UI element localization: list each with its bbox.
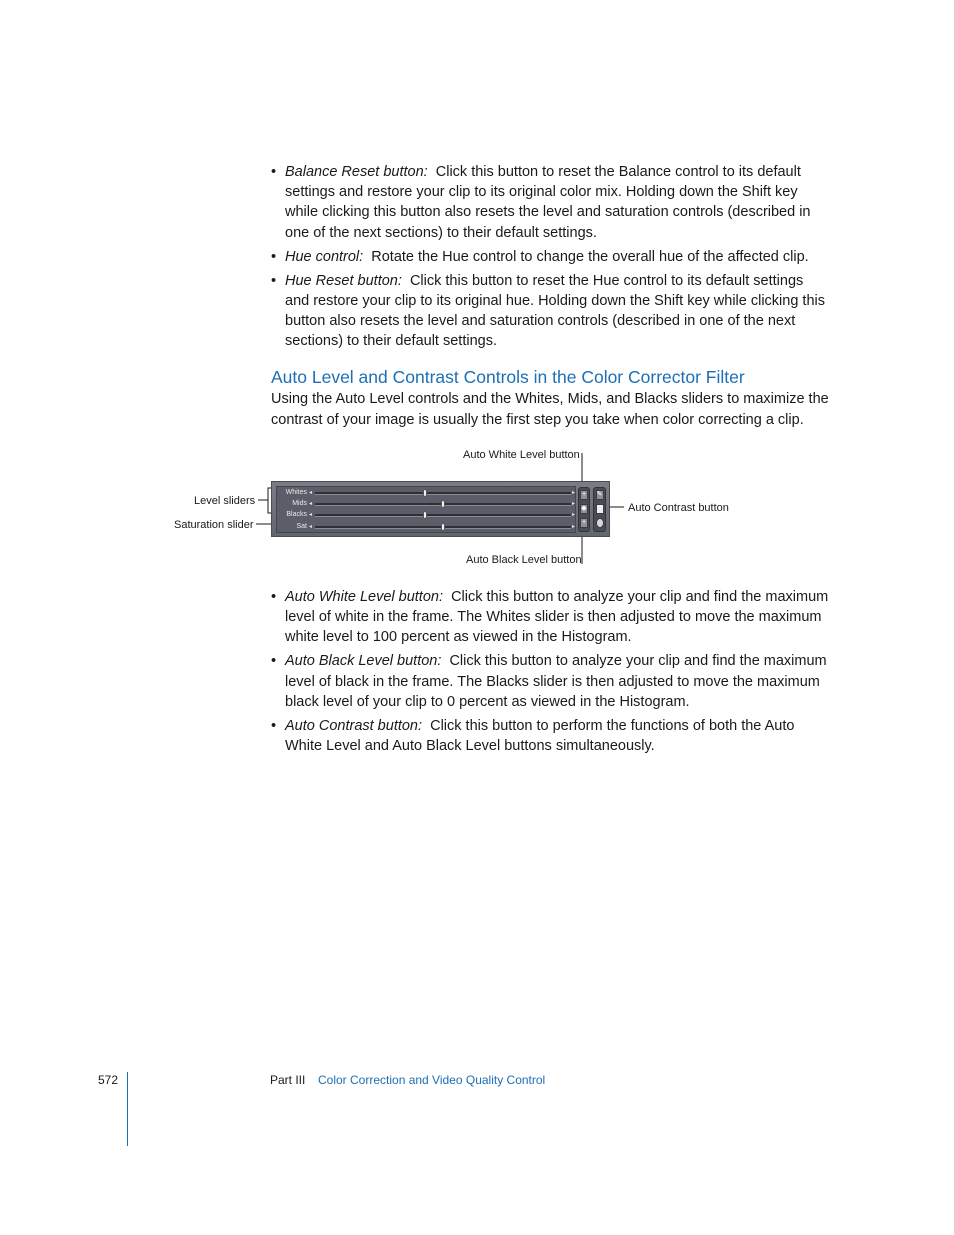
slider-thumb[interactable] <box>423 489 427 497</box>
footer-part: Part III <box>270 1073 306 1087</box>
section-intro: Using the Auto Level controls and the Whites, Mids, and Blacks sliders to maximize the contrast of your image is usually the first step you take when color correcting a clip. <box>271 391 829 428</box>
slider-whites[interactable] <box>277 488 577 498</box>
callout-saturation-slider: Saturation slider <box>174 519 254 531</box>
left-arrow-icon[interactable]: ◂ <box>309 490 313 496</box>
description: Click this button to analyze your clip and find the maximum level of white in the frame. The Whites slider is then adjusted to move the maximum white level to 100 percent as viewed in the Histogram. <box>285 589 829 646</box>
callout-level-sliders: Level sliders <box>194 495 256 507</box>
bullet-auto-contrast <box>271 716 831 756</box>
slider-thumb[interactable] <box>441 523 445 531</box>
auto-contrast-button-group <box>593 487 606 532</box>
slider-track <box>315 492 571 495</box>
auto-white-level-button[interactable]: + <box>581 491 587 498</box>
slider-label: Whites <box>285 489 307 496</box>
description: Click this button to reset the Balance control to its default settings and restore your clip to its original color mix. Holding down the Shift key while clicking this button also resets the level and saturation controls (described in one of the next sections) to their default settings. <box>285 164 811 241</box>
bullet-list-bottom <box>271 587 831 760</box>
left-arrow-icon[interactable]: ◂ <box>309 501 313 507</box>
slider-label: Sat <box>296 523 307 530</box>
slider-area <box>276 486 576 533</box>
page-number: 572 <box>98 1073 119 1087</box>
term: Balance Reset button : <box>285 164 436 180</box>
color-corrector-level-panel <box>271 481 610 537</box>
slider-thumb[interactable] <box>441 500 445 508</box>
slider-track <box>315 514 571 517</box>
bullet-auto-white <box>271 587 831 648</box>
footer-chapter-title: Color Correction and Video Quality Control <box>318 1073 546 1087</box>
callout-auto-white: Auto White Level button <box>463 449 580 461</box>
eyedropper-icon[interactable]: ✎ <box>596 491 603 498</box>
auto-black-level-button[interactable]: + <box>581 519 587 526</box>
auto-mid-button[interactable]: ◆ <box>581 505 587 512</box>
description: Click this button to perform the functions of both the Auto White Level and Auto Black Level buttons simultaneously. <box>285 717 795 755</box>
bullet-hue-control <box>271 247 831 267</box>
section-heading: Auto Level and Contrast Controls in the Color Corrector Filter <box>271 367 745 387</box>
slider-blacks[interactable] <box>277 510 577 520</box>
term: Auto Contrast button : <box>285 718 430 734</box>
right-arrow-icon[interactable]: ▸ <box>571 524 575 530</box>
term: Hue control : <box>285 249 371 265</box>
bullet-auto-black <box>271 651 831 712</box>
auto-contrast-button[interactable] <box>596 504 604 514</box>
slider-mids[interactable] <box>277 499 577 509</box>
reset-button[interactable] <box>596 518 604 528</box>
auto-level-button-group <box>578 487 590 532</box>
bullet-balance-reset <box>271 162 831 243</box>
description: Click this button to reset the Hue control to its default settings and restore your clip to its original hue. Holding down the Shift key while clicking this button also resets the level and saturation controls (described in one of the next sections) to their default settings. <box>285 272 825 350</box>
callout-auto-black: Auto Black Level button <box>466 554 582 566</box>
slider-label: Blacks <box>286 511 307 518</box>
term: Auto White Level button : <box>285 589 451 605</box>
description: Click this button to analyze your clip and find the maximum level of black in the frame. The Blacks slider is then adjusted to move the maximum black level of your clip to 0 percent as viewed in the Histogram. <box>285 653 827 710</box>
right-arrow-icon[interactable]: ▸ <box>571 512 575 518</box>
right-arrow-icon[interactable]: ▸ <box>571 501 575 507</box>
slider-sat[interactable] <box>277 522 577 532</box>
description: Rotate the Hue control to change the overall hue of the affected clip. <box>371 248 809 265</box>
slider-thumb[interactable] <box>423 511 427 519</box>
bullet-hue-reset <box>271 271 831 352</box>
right-arrow-icon[interactable]: ▸ <box>571 490 575 496</box>
slider-label: Mids <box>292 500 307 507</box>
term: Hue Reset button : <box>285 273 410 289</box>
left-arrow-icon[interactable]: ◂ <box>309 524 313 530</box>
term: Auto Black Level button : <box>285 653 449 669</box>
footer-divider <box>127 1072 128 1146</box>
callout-auto-contrast: Auto Contrast button <box>628 502 729 514</box>
left-arrow-icon[interactable]: ◂ <box>309 512 313 518</box>
bullet-list-top <box>271 162 831 355</box>
